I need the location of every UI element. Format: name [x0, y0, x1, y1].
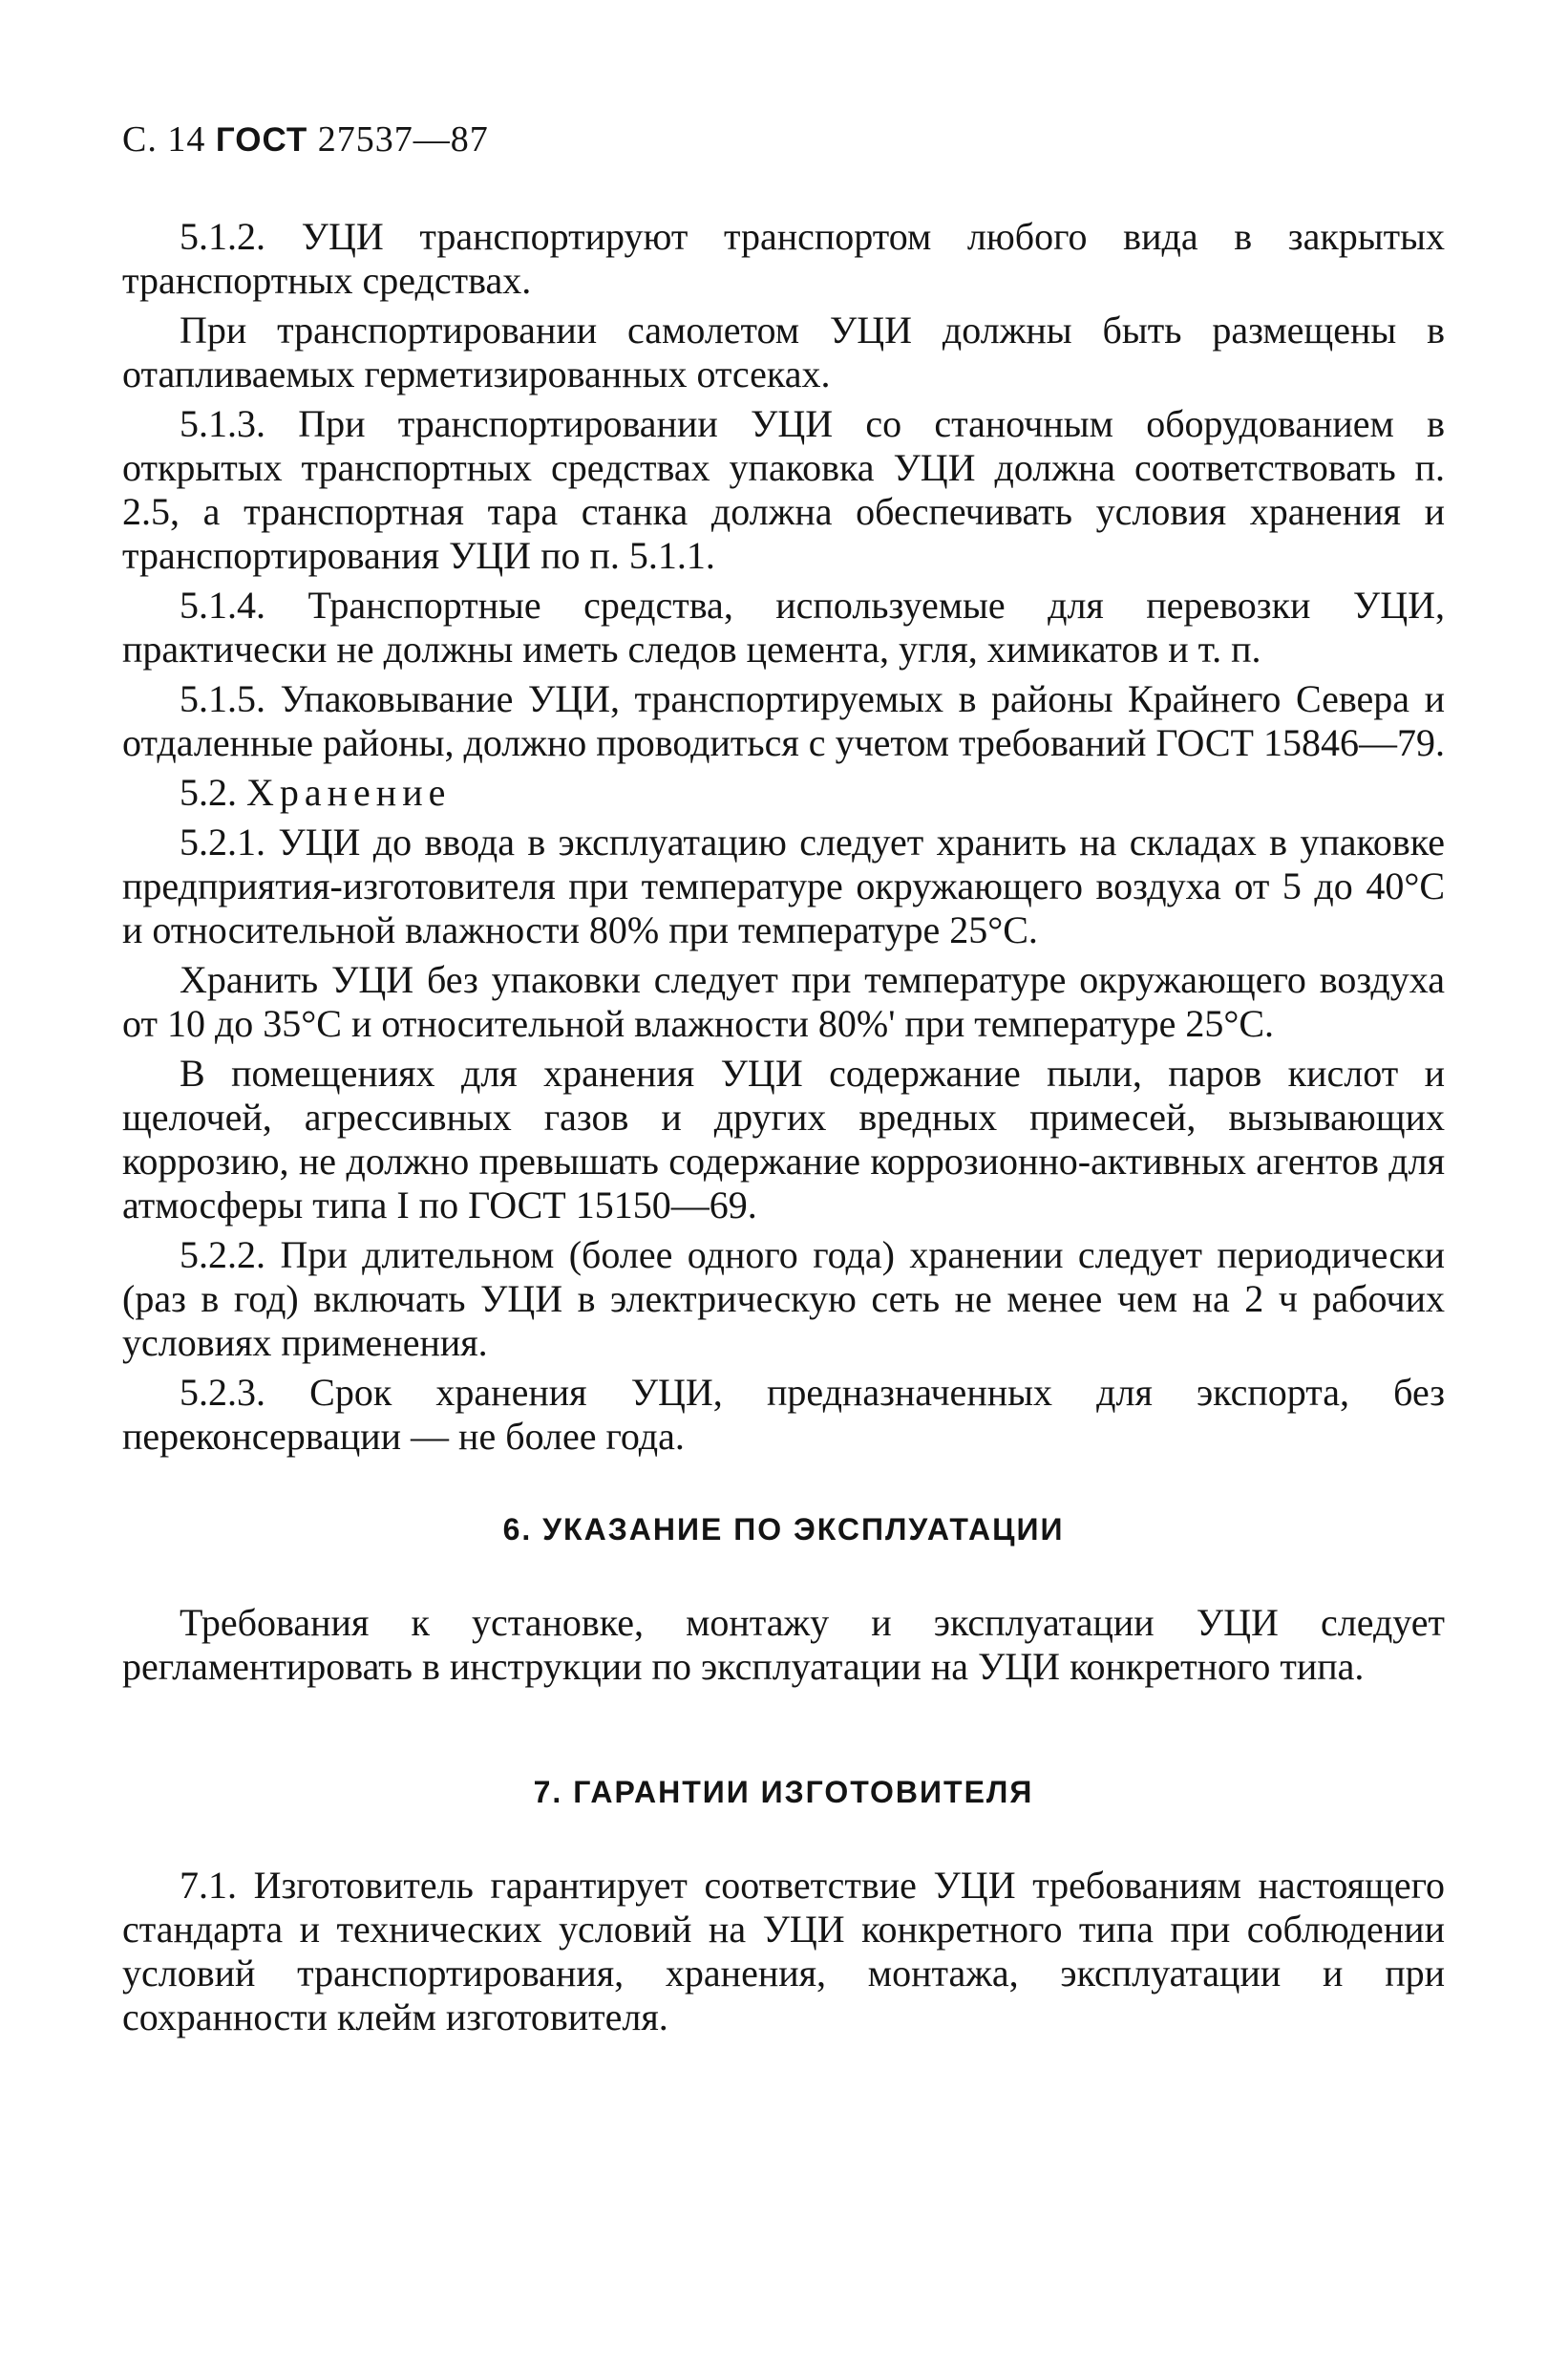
section-5-2-title — [122, 771, 1445, 815]
section-5-2-name: Хранение — [246, 771, 452, 814]
paragraph-5-2-1-unpacked: Хранить УЦИ без упаковки следует при температуре окружающего воздуха от 10 до 35°С и относительной влажности 80%' при температуре 25°С. — [122, 958, 1445, 1045]
running-header — [122, 118, 489, 160]
standard-name: ГОСТ — [215, 121, 308, 159]
paragraph-5-1-2: 5.1.2. УЦИ транспортируют транспортом любого вида в закрытых транспортных средствах. — [122, 215, 1445, 302]
paragraph-7-1: 7.1. Изготовитель гарантирует соответствие УЦИ требованиям настоящего стандарта и технических условий на УЦИ конкретного типа при соблюдении условий транспортирования, хранения, монтажа, эксплуатации и при сохранности клейм изготовителя. — [122, 1864, 1445, 2038]
paragraph-5-1-5: 5.1.5. Упаковывание УЦИ, транспортируемых в районы Крайнего Севера и отдаленные районы, должно проводиться с учетом требований ГОСТ 15846—79. — [122, 677, 1445, 764]
page-label: С. 14 — [122, 119, 206, 160]
paragraph-5-2-1: 5.2.1. УЦИ до ввода в эксплуатацию следует хранить на складах в упаковке предприятия-изготовителя при температуре окружающего воздуха от 5 до 40°С и относительной влажности 80% при температуре 25°С. — [122, 821, 1445, 951]
standard-number: 27537—87 — [317, 119, 489, 160]
section-5-2-number: 5.2. — [180, 771, 237, 814]
paragraph-5-1-2-air: При транспортировании самолетом УЦИ должны быть размещены в отапливаемых герметизированных отсеках. — [122, 309, 1445, 395]
paragraph-5-2-3: 5.2.3. Срок хранения УЦИ, предназначенных для экспорта, без переконсервации — не более года. — [122, 1371, 1445, 1458]
paragraph-5-2-1-premises: В помещениях для хранения УЦИ содержание пыли, паров кислот и щелочей, агрессивных газов и других вредных примесей, вызывающих коррозию, не должно превышать содержание коррозионно-активных агентов для атмосферы типа I по ГОСТ 15150—69. — [122, 1052, 1445, 1227]
paragraph-6: Требования к установке, монтажу и эксплуатации УЦИ следует регламентировать в инструкции по эксплуатации на УЦИ конкретного типа. — [122, 1601, 1445, 1688]
paragraph-5-1-4: 5.1.4. Транспортные средства, используемые для перевозки УЦИ, практически не должны иметь следов цемента, угля, химикатов и т. п. — [122, 584, 1445, 671]
paragraph-5-1-3: 5.1.3. При транспортировании УЦИ со станочным оборудованием в открытых транспортных средствах упаковка УЦИ должна соответствовать п. 2.5, а транспортная тара станка должна обеспечивать условия хранения и транспортирования УЦИ по п. 5.1.1. — [122, 402, 1445, 577]
section-6-heading: 6. УКАЗАНИЕ ПО ЭКСПЛУАТАЦИИ — [502, 1512, 1065, 1547]
body-text — [122, 215, 1445, 2045]
section-7-heading: 7. ГАРАНТИИ ИЗГОТОВИТЕЛЯ — [533, 1775, 1034, 1809]
paragraph-5-2-2: 5.2.2. При длительном (более одного года) хранении следует периодически (раз в год) включать УЦИ в электрическую сеть не менее чем на 2 ч рабочих условиях применения. — [122, 1233, 1445, 1364]
